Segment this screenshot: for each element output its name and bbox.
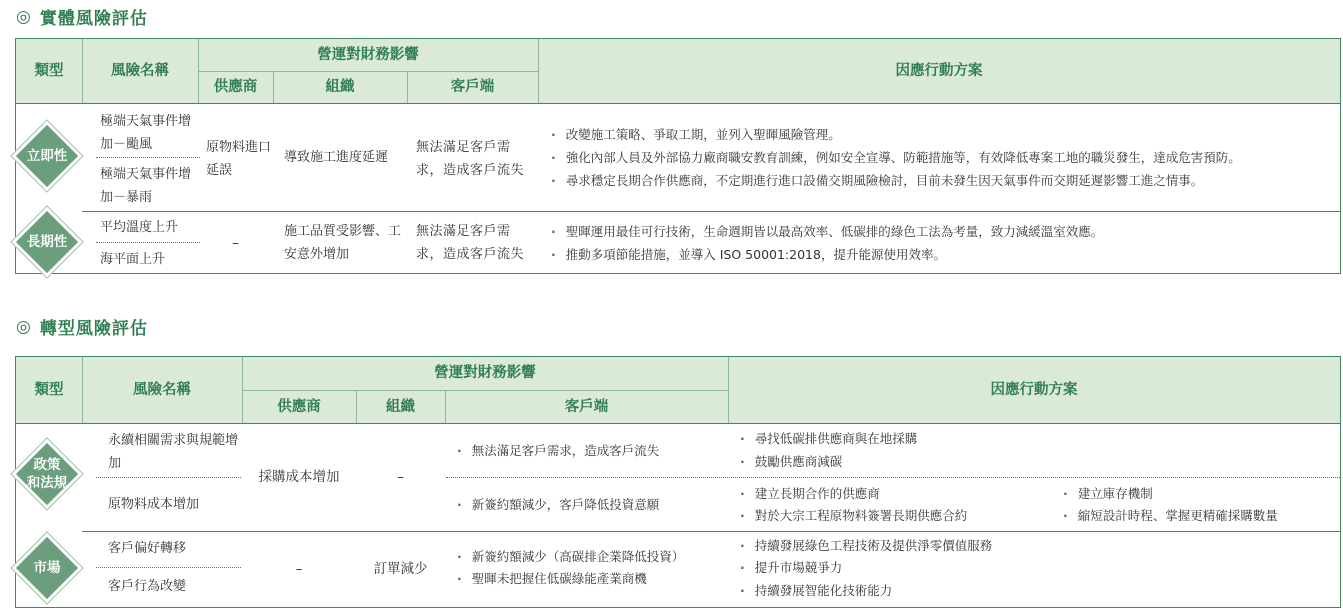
action-item: · 建立長期合作的供應商 (740, 483, 880, 505)
risk-preference-shift: 客戶偏好轉移 (108, 541, 187, 556)
type-label: 立即性 (26, 148, 68, 164)
header-type: 類型 (34, 62, 64, 79)
header-financial-impact: 營運對財務影響 (434, 365, 536, 381)
customer-impact-item: · 無法滿足客戶需求，造成客戶流失 (457, 440, 659, 462)
customer-impact-chronic: 無法滿足客戶需求，造成客戶流失 (416, 224, 525, 262)
circle-mark-icon: ◎ (16, 316, 32, 337)
action-item: · 尋找低碳排供應商與在地採購 (740, 428, 917, 450)
organization-impact-chronic: 施工品質受影響、工安意外增加 (284, 224, 402, 262)
physical-risk-table (15, 38, 1341, 274)
risk-rainstorm: 極端天氣事件增加－暴雨 (100, 167, 192, 205)
action-item: · 推動多項節能措施，並導入 ISO 50001:2018，提升能源使用效率。 (551, 244, 946, 266)
type-label: 長期性 (26, 234, 68, 250)
risk-material-cost: 原物料成本增加 (108, 497, 200, 512)
action-item: · 尋求穩定長期合作供應商，不定期進行進口設備交期風險檢討，目前未發生因天氣事件而交期延遲影響工進之情事。 (551, 170, 1203, 192)
header-type: 類型 (34, 381, 64, 398)
header-customer: 客戶端 (450, 79, 495, 95)
action-item: · 對於大宗工程原物料簽署長期供應合約 (740, 505, 967, 527)
type-badge-immediate (11, 120, 83, 192)
action-item: · 改變施工策略、爭取工期，並列入聖暉風險管理。 (551, 124, 841, 146)
type-badge-market (11, 532, 83, 604)
action-item: · 縮短設計時程、掌握更精確採購數量 (1063, 505, 1278, 527)
organization-impact-policy: – (397, 468, 404, 485)
organization-impact-market: 訂單減少 (373, 560, 428, 577)
supplier-impact-policy: 採購成本增加 (258, 468, 340, 485)
type-badge-chronic (11, 206, 83, 278)
type-label: 政策 和法規 (26, 457, 68, 491)
header-customer: 客戶端 (564, 398, 609, 415)
action-item: · 聖暉運用最佳可行技術，生命週期皆以最高效率、低碳排的綠色工法為考量，致力減緩溫室效應。 (551, 221, 1103, 243)
transition-risk-table (15, 356, 1341, 608)
customer-impact-item: · 聖暉未把握住低碳綠能產業商機 (457, 568, 647, 590)
transition-risk-title: 轉型風險評估 (39, 319, 148, 339)
risk-sustainability-regulation: 永續相關需求與規範增加 (108, 433, 239, 471)
physical-risk-heading (16, 4, 148, 29)
header-supplier: 供應商 (213, 79, 258, 95)
action-item: · 建立庫存機制 (1063, 483, 1153, 505)
header-risk-name: 風險名稱 (133, 381, 191, 398)
action-item: · 強化內部人員及外部協力廠商職安教育訓練，例如安全宣導、防範措施等，有效降低專案工地的職災發生，達成危害預防。 (551, 147, 1241, 169)
action-item: · 鼓勵供應商減碳 (740, 451, 842, 473)
risk-typhoon: 極端天氣事件增加－颱風 (100, 114, 192, 152)
supplier-impact-market: – (295, 560, 303, 577)
organization-impact-immediate: 導致施工進度延遲 (284, 150, 389, 165)
supplier-impact-immediate: 原物料進口延誤 (206, 140, 272, 178)
risk-sea-level: 海平面上升 (100, 252, 166, 267)
circle-mark-icon: ◎ (16, 6, 32, 27)
supplier-impact-chronic: – (232, 234, 239, 251)
type-badge-policy (11, 438, 83, 510)
physical-risk-title: 實體風險評估 (39, 9, 148, 29)
action-item: · 持續發展綠色工程技術及提供淨零價值服務 (740, 535, 992, 557)
customer-impact-item: · 新簽約額減少（高碳排企業降低投資） (457, 546, 684, 568)
header-risk-name: 風險名稱 (111, 62, 169, 79)
type-label: 市場 (33, 560, 61, 576)
header-organization: 組織 (386, 398, 415, 415)
header-response: 因應行動方案 (895, 62, 983, 79)
header-supplier: 供應商 (277, 398, 321, 415)
risk-temperature: 平均溫度上升 (100, 220, 179, 235)
action-item: · 持續發展智能化技術能力 (740, 580, 892, 602)
risk-behavior-change: 客戶行為改變 (108, 579, 187, 594)
transition-risk-heading (16, 314, 148, 339)
action-item: · 提升市場競爭力 (740, 557, 842, 579)
header-organization: 組織 (325, 79, 355, 95)
customer-impact-item: · 新簽約額減少，客戶降低投資意願 (457, 494, 659, 516)
header-response: 因應行動方案 (990, 381, 1078, 398)
header-financial-impact: 營運對財務影響 (317, 46, 419, 63)
customer-impact-immediate: 無法滿足客戶需求，造成客戶流失 (416, 140, 525, 178)
